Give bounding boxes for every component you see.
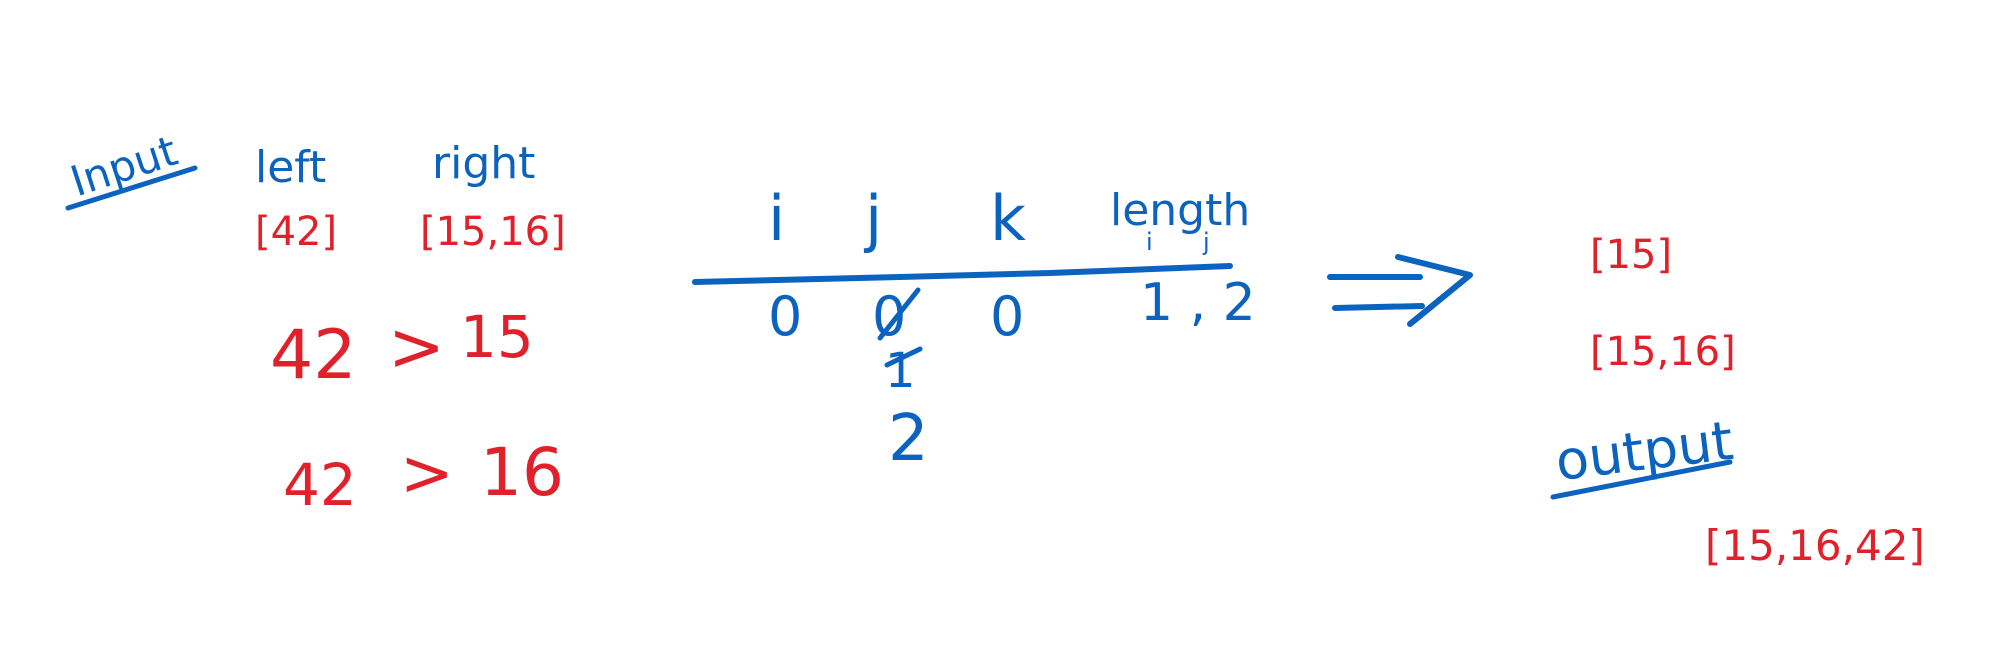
left-array: [42]	[255, 209, 338, 255]
output-step-1: [15]	[1590, 232, 1673, 278]
value-k: 0	[990, 285, 1025, 348]
comparison-1-operator: >	[388, 308, 445, 387]
right-array: [15,16]	[420, 209, 566, 255]
value-k-new: 2	[888, 402, 929, 476]
length-sub-j: j	[1203, 228, 1210, 256]
value-j: 0	[872, 285, 907, 348]
input-title: Input	[64, 125, 184, 207]
header-j: j	[865, 182, 883, 255]
header-length: length	[1110, 185, 1251, 236]
length-sub-i: i	[1146, 228, 1153, 256]
output-title: output	[1551, 408, 1737, 494]
right-label: right	[432, 138, 536, 189]
output-result: [15,16,42]	[1705, 521, 1925, 570]
arrow-head	[1398, 257, 1470, 324]
value-k-struck: 1	[885, 343, 916, 399]
output-step-2: [15,16]	[1590, 329, 1736, 375]
comparison-2-lhs: 42	[283, 451, 357, 519]
comparison-2-rhs: 16	[480, 434, 564, 511]
implies-arrow	[1330, 257, 1470, 324]
comparison-2-operator: >	[400, 437, 454, 511]
comparison-1-lhs: 42	[270, 316, 357, 395]
header-i: i	[768, 182, 786, 255]
left-label: left	[255, 142, 327, 193]
header-k: k	[990, 182, 1026, 255]
pointer-table	[695, 182, 1256, 476]
value-length: 1 , 2	[1140, 273, 1256, 333]
comparison-row-1	[270, 303, 534, 395]
arrow-shaft-bottom	[1335, 306, 1422, 308]
input-section	[65, 126, 566, 519]
comparison-row-2	[283, 434, 564, 519]
value-i: 0	[768, 285, 803, 348]
output-section	[1552, 232, 1925, 570]
comparison-1-rhs: 15	[460, 303, 534, 371]
